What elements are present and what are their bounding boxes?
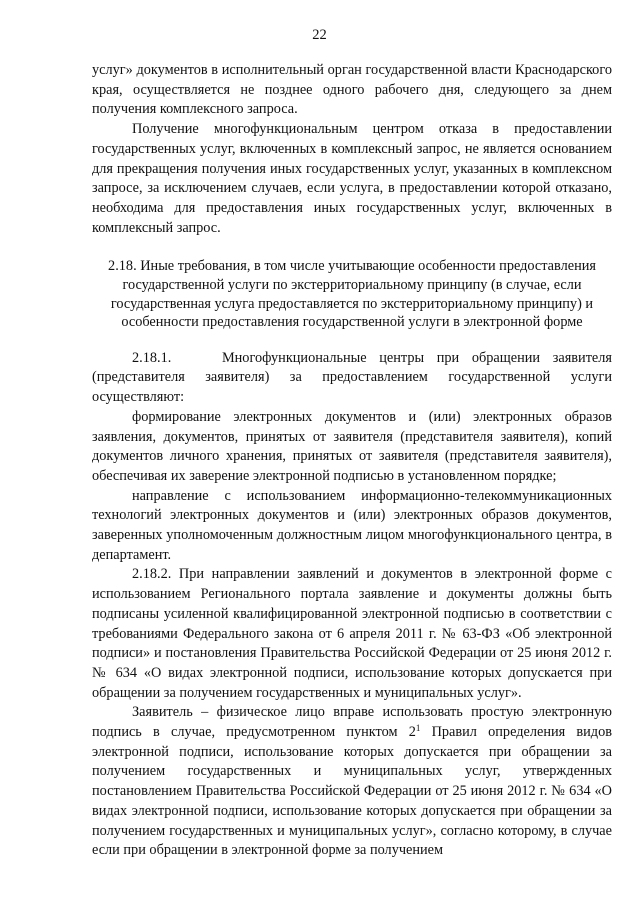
paragraph-2-18-2: 2.18.2. При направлении заявлений и документов в электронной форме с использованием Регионального портала заявление и документы должны быть подписаны усиленной квалифицированной электронной подписью в соответствии с требованиями Федерального закона от 6 апреля 2011 г. № 63-ФЗ «Об электронной подписи» и постановления Правительства Российской Федерации от 25 июня 2012 г. № 634 «О видах электронной подписи, использование которых допускается при обращении за получением государственных и муниципальных услуг».	[92, 566, 612, 701]
paragraph-text-part: Правил определения видов электронной подписи, использование которых допускается при обращении за получением государственных и муниципальных услуг, утвержденных постановлением Правительства Российской Федерации от 25 июня 2012 г. № 634 «О видах электронной подписи, использование которых допускается при обращении за получением государственных и муниципальных услуг», согласно которому, в случае если при обращении в электронной форме за получением	[92, 724, 612, 859]
superscript: 1	[415, 723, 421, 734]
paragraph-transmission: направление с использованием информационно-телекоммуникационных технологий электронных документов и (или) электронных образов документов, заверенных уполномоченным должностным лицом многофункционального центра, в департамент.	[92, 487, 612, 563]
document-body	[92, 61, 616, 861]
section-heading-2-18: 2.18. Иные требования, в том числе учитывающие особенности предоставления государственной услуги по экстерриториальному принципу (в случае, если государственная услуга предоставляется по экстерриториальному принципу) и особенности предоставления государственной услуги в электронной форме	[108, 258, 596, 331]
paragraph-formation: формирование электронных документов и (или) электронных образов заявления, документов, принятых от заявителя (представителя заявителя), копий документов личного хранения, принятых от заявителя (представителя заявителя), обеспечивая их заверение электронной подписью в установленном порядке;	[92, 408, 612, 484]
page-number: 22	[312, 27, 327, 43]
paragraph-refusal: Получение многофункциональным центром отказа в предоставлении государственных услуг, включенных в комплексный запрос, не является основанием для прекращения получения иных государственных услуг, указанных в комплексном запросе, за исключением случаев, если услуга, в предоставлении которой отказано, необходима для предоставления иных государственных услуг, включенных в комплексный запрос.	[92, 121, 612, 236]
paragraph-2-18-1: 2.18.1. Многофункциональные центры при обращении заявителя (представителя заявителя) за предоставлением государственной услуги осуществляют:	[92, 349, 616, 406]
paragraph-simple-signature	[92, 703, 612, 861]
paragraph-text-part: Заявитель – физическое лицо вправе использовать простую электронную подпись в случае, предусмотренном пунктом 2	[92, 704, 612, 741]
paragraph-continuation: услуг» документов в исполнительный орган государственной власти Краснодарского края, осуществляется не позднее одного рабочего дня, следующего за днем получения комплексного запроса.	[92, 62, 612, 118]
